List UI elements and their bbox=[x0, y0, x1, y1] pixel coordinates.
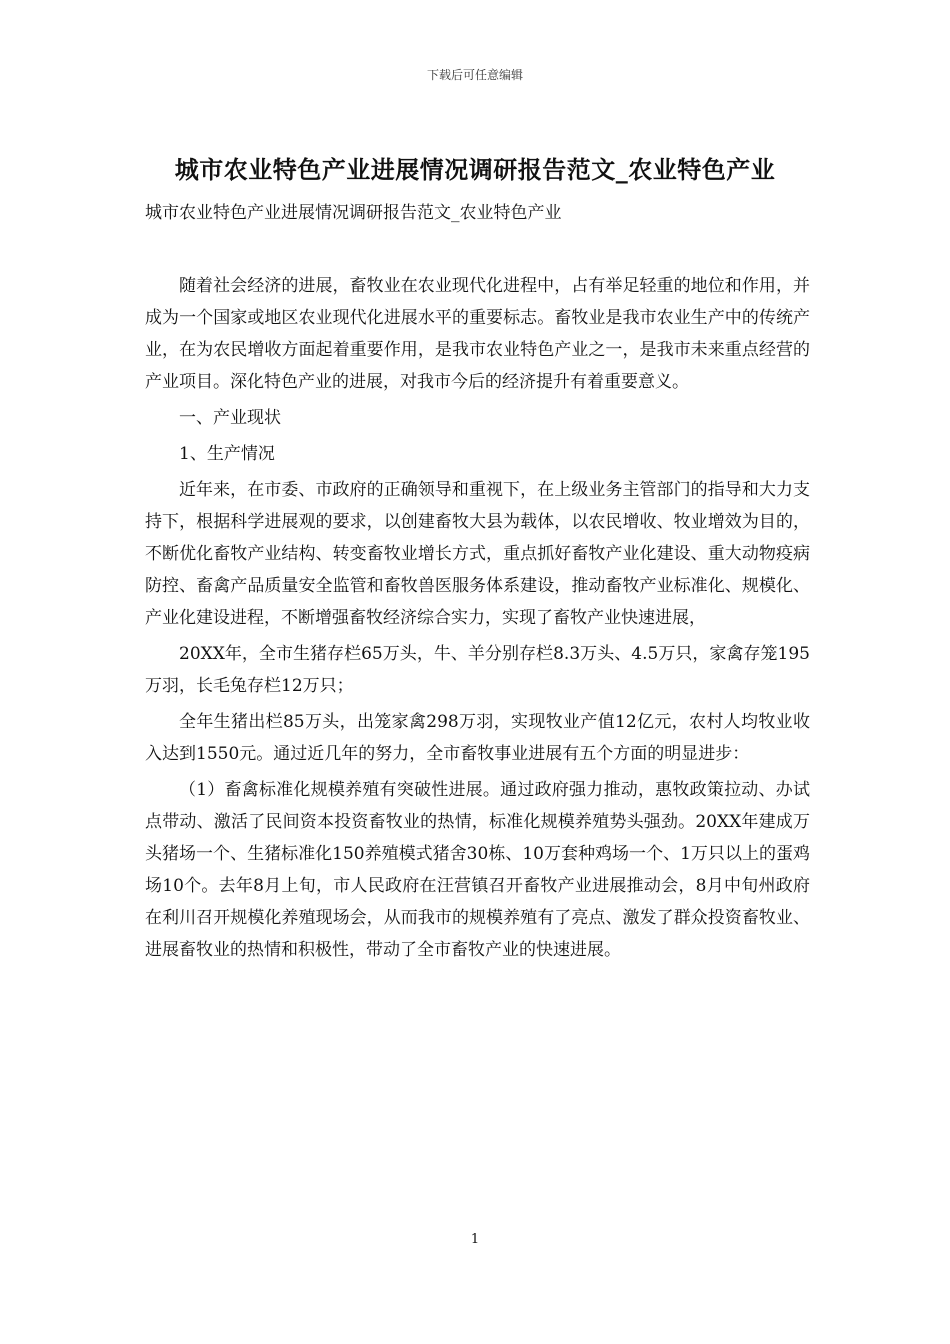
paragraph-point-1: （1）畜禽标准化规模养殖有突破性进展。通过政府强力推动，惠牧政策拉动、办试点带动、激活了民间资本投资畜牧业的热情，标准化规模养殖势头强劲。20XX年建成万头猪场一个、生猪标准化150养殖模式猪舍30栋、10万套种鸡场一个、1万只以上的蛋鸡场10个。去年8月上旬，市人民政府在汪营镇召开畜牧产业进展推动会，8月中旬州政府在利川召开规模化养殖现场会，从而我市的规模养殖有了亮点、激发了群众投资畜牧业、进展畜牧业的热情和积极性，带动了全市畜牧产业的快速进展。 bbox=[145, 780, 810, 960]
page-number: 1 bbox=[470, 1232, 480, 1247]
header-note: 下载后可任意编辑 bbox=[426, 68, 523, 82]
section-heading-industry-status: 一、产业现状 bbox=[179, 408, 281, 428]
document-body bbox=[145, 270, 810, 970]
paragraph-recent-years: 近年来，在市委、市政府的正确领导和重视下，在上级业务主管部门的指导和大力支持下，根据科学进展观的要求，以创建畜牧大县为载体，以农民增收、牧业增效为目的，不断优化畜牧产业结构、转变畜牧业增长方式，重点抓好畜牧产业化建设、重大动物疫病防控、畜禽产品质量安全监管和畜牧兽医服务体系建设，推动畜牧产业标准化、规模化、产业化建设进程，不断增强畜牧经济综合实力，实现了畜牧产业快速进展， bbox=[145, 480, 810, 628]
subsection-heading-production: 1、生产情况 bbox=[179, 444, 275, 464]
paragraph-annual-output: 全年生猪出栏85万头，出笼家禽298万羽，实现牧业产值12亿元，农村人均牧业收入达到1550元。通过近几年的努力，全市畜牧事业进展有五个方面的明显进步： bbox=[145, 712, 810, 764]
paragraph-livestock-stock: 20XX年，全市生猪存栏65万头，牛、羊分别存栏8.3万头、4.5万只，家禽存笼195万羽，长毛兔存栏12万只； bbox=[145, 644, 810, 696]
document-subtitle: 城市农业特色产业进展情况调研报告范文_农业特色产业 bbox=[145, 203, 562, 223]
document-title: 城市农业特色产业进展情况调研报告范文_农业特色产业 bbox=[174, 155, 776, 184]
paragraph-intro: 随着社会经济的进展，畜牧业在农业现代化进程中，占有举足轻重的地位和作用，并成为一个国家或地区农业现代化进展水平的重要标志。畜牧业是我市农业生产中的传统产业，在为农民增收方面起着重要作用，是我市农业特色产业之一，是我市未来重点经营的产业项目。深化特色产业的进展，对我市今后的经济提升有着重要意义。 bbox=[145, 276, 810, 392]
